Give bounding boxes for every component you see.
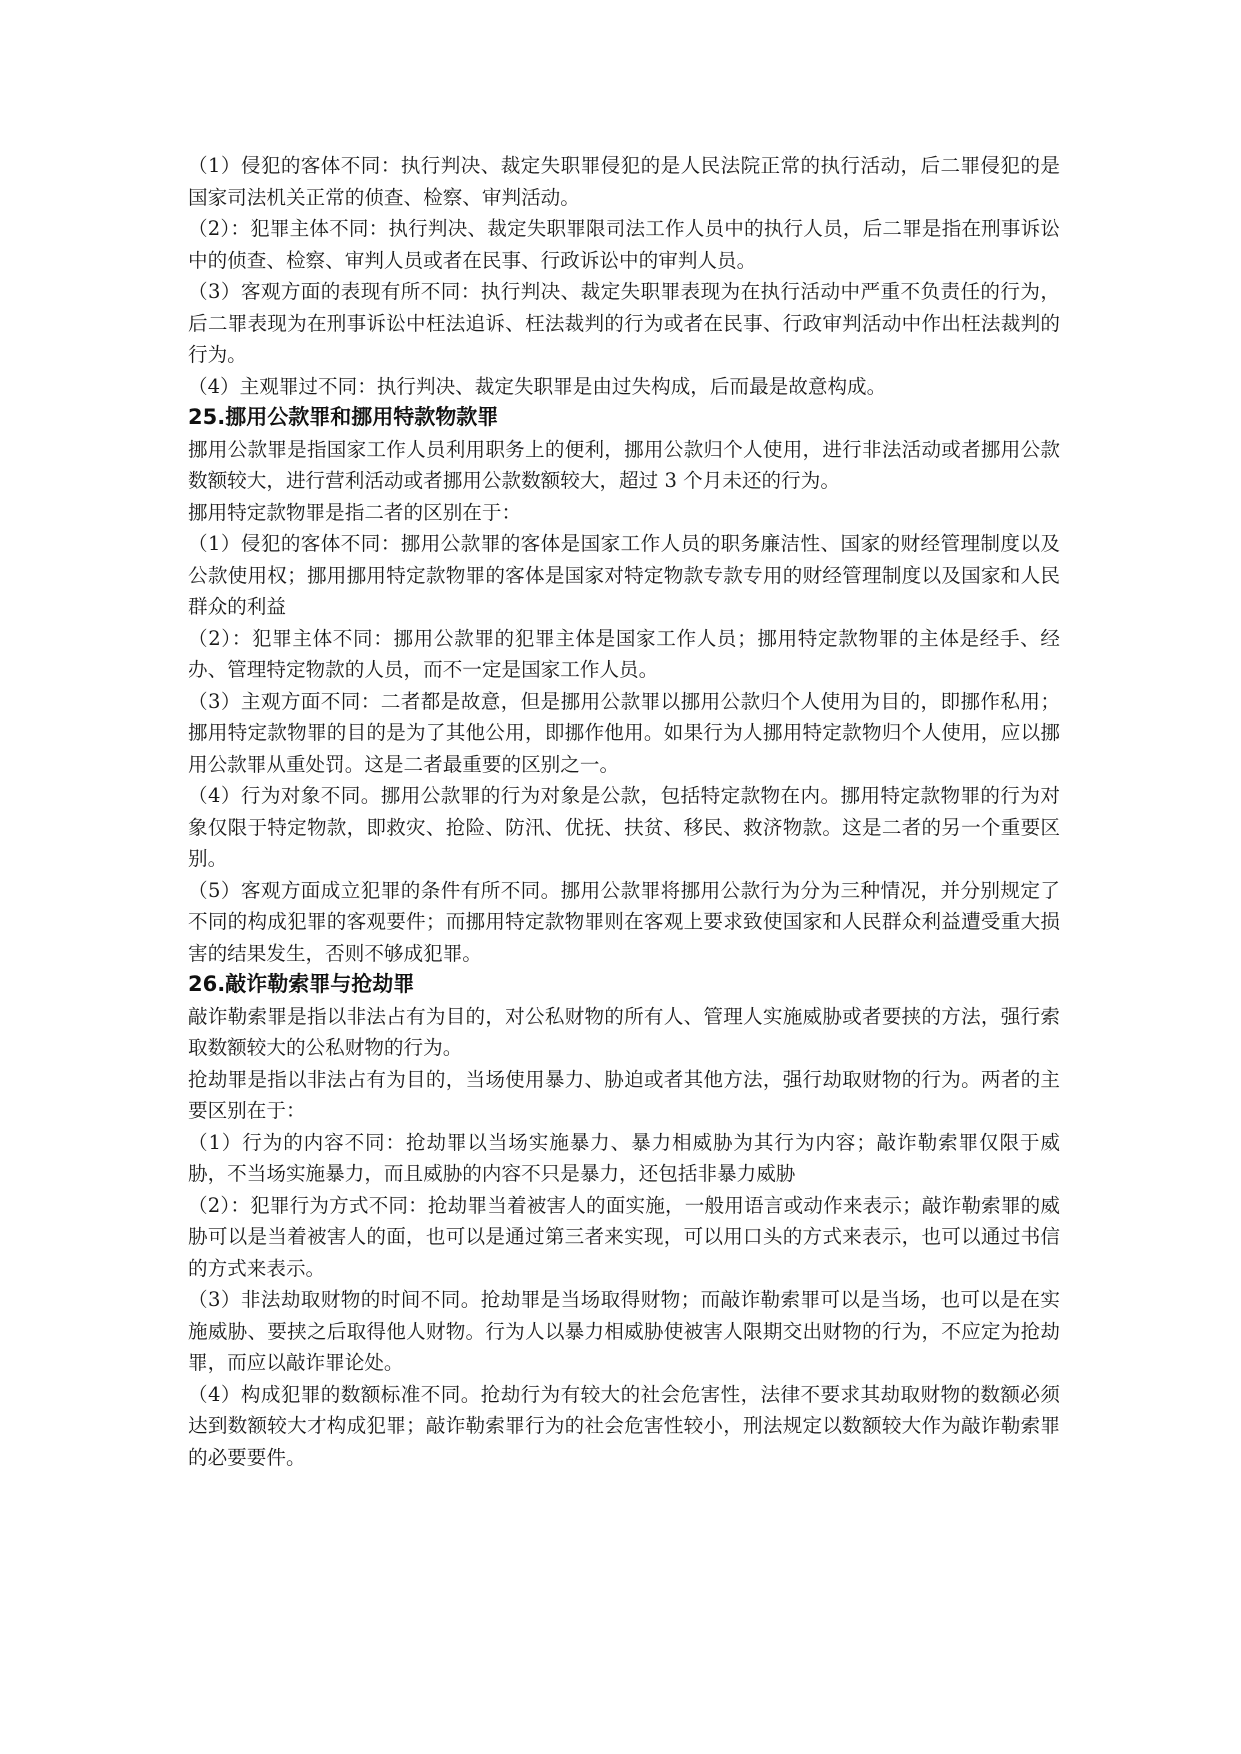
paragraph: （1）行为的内容不同：抢劫罪以当场实施暴力、暴力相威胁为其行为内容；敲诈勒索罪仅限于威胁，不当场实施暴力，而且威胁的内容不只是暴力，还包括非暴力威胁 <box>188 1130 1060 1185</box>
section-heading: 26.敲诈勒索罪与抢劫罪 <box>188 972 415 996</box>
paragraph: （4）构成犯罪的数额标准不同。抢劫行为有较大的社会危害性，法律不要求其劫取财物的数额必须达到数额较大才构成犯罪；敲诈勒索罪行为的社会危害性较小，刑法规定以数额较大作为敲诈勒索罪的必要要件。 <box>188 1382 1060 1469</box>
paragraph: （2）：犯罪主体不同：执行判决、裁定失职罪限司法工作人员中的执行人员，后二罪是指在刑事诉讼中的侦查、检察、审判人员或者在民事、行政诉讼中的审判人员。 <box>188 217 1060 272</box>
paragraph: （4）主观罪过不同：执行判决、裁定失职罪是由过失构成，后而最是故意构成。 <box>188 374 887 398</box>
paragraph: （5）客观方面成立犯罪的条件有所不同。挪用公款罪将挪用公款行为分为三种情况，并分别规定了不同的构成犯罪的客观要件；而挪用特定款物罪则在客观上要求致使国家和人民群众利益遭受重大损害的结果发生，否则不够成犯罪。 <box>188 878 1060 965</box>
paragraph: （3）客观方面的表现有所不同：执行判决、裁定失职罪表现为在执行活动中严重不负责任的行为，后二罪表现为在刑事诉讼中枉法追诉、枉法裁判的行为或者在民事、行政审判活动中作出枉法裁判的行为。 <box>188 280 1060 366</box>
paragraph: （1）侵犯的客体不同：挪用公款罪的客体是国家工作人员的职务廉洁性、国家的财经管理制度以及公款使用权；挪用挪用特定款物罪的客体是国家对特定物款专款专用的财经管理制度以及国家和人民群众的利益 <box>188 532 1060 618</box>
paragraph: 敲诈勒索罪是指以非法占有为目的，对公私财物的所有人、管理人实施威胁或者要挟的方法，强行索取数额较大的公私财物的行为。 <box>188 1004 1060 1059</box>
paragraph: 挪用特定款物罪是指二者的区别在于： <box>188 500 522 524</box>
paragraph: （2）：犯罪行为方式不同：抢劫罪当着被害人的面实施，一般用语言或动作来表示；敲诈勒索罪的威胁可以是当着被害人的面，也可以是通过第三者来实现，可以用口头的方式来表示，也可以通过书信的方式来表示。 <box>188 1193 1060 1280</box>
paragraph: （4）行为对象不同。挪用公款罪的行为对象是公款，包括特定款物在内。挪用特定款物罪的行为对象仅限于特定物款，即救灾、抢险、防汛、优抚、扶贫、移民、救济物款。这是二者的另一个重要区别。 <box>188 784 1060 870</box>
paragraph: （3）主观方面不同：二者都是故意，但是挪用公款罪以挪用公款归个人使用为目的，即挪作私用；挪用特定款物罪的目的是为了其他公用，即挪作他用。如果行为人挪用特定款物归个人使用，应以挪用公款罪从重处罚。这是二者最重要的区别之一。 <box>188 689 1060 776</box>
paragraph: （1）侵犯的客体不同：执行判决、裁定失职罪侵犯的是人民法院正常的执行活动，后二罪侵犯的是国家司法机关正常的侦查、检察、审判活动。 <box>188 154 1060 209</box>
paragraph: （2）：犯罪主体不同：挪用公款罪的犯罪主体是国家工作人员；挪用特定款物罪的主体是经手、经办、管理特定物款的人员，而不一定是国家工作人员。 <box>188 626 1060 681</box>
section-heading: 25.挪用公款罪和挪用特款物款罪 <box>188 405 499 429</box>
paragraph: 抢劫罪是指以非法占有为目的，当场使用暴力、胁迫或者其他方法，强行劫取财物的行为。两者的主要区别在于： <box>188 1067 1060 1122</box>
paragraph: 挪用公款罪是指国家工作人员利用职务上的便利，挪用公款归个人使用，进行非法活动或者挪用公款数额较大，进行营利活动或者挪用公款数额较大，超过 3 个月未还的行为。 <box>188 437 1060 492</box>
document-page <box>188 150 1060 1473</box>
paragraph: （3）非法劫取财物的时间不同。抢劫罪是当场取得财物；而敲诈勒索罪可以是当场，也可以是在实施威胁、要挟之后取得他人财物。行为人以暴力相威胁使被害人限期交出财物的行为，不应定为抢劫罪，而应以敲诈罪论处。 <box>188 1288 1060 1374</box>
